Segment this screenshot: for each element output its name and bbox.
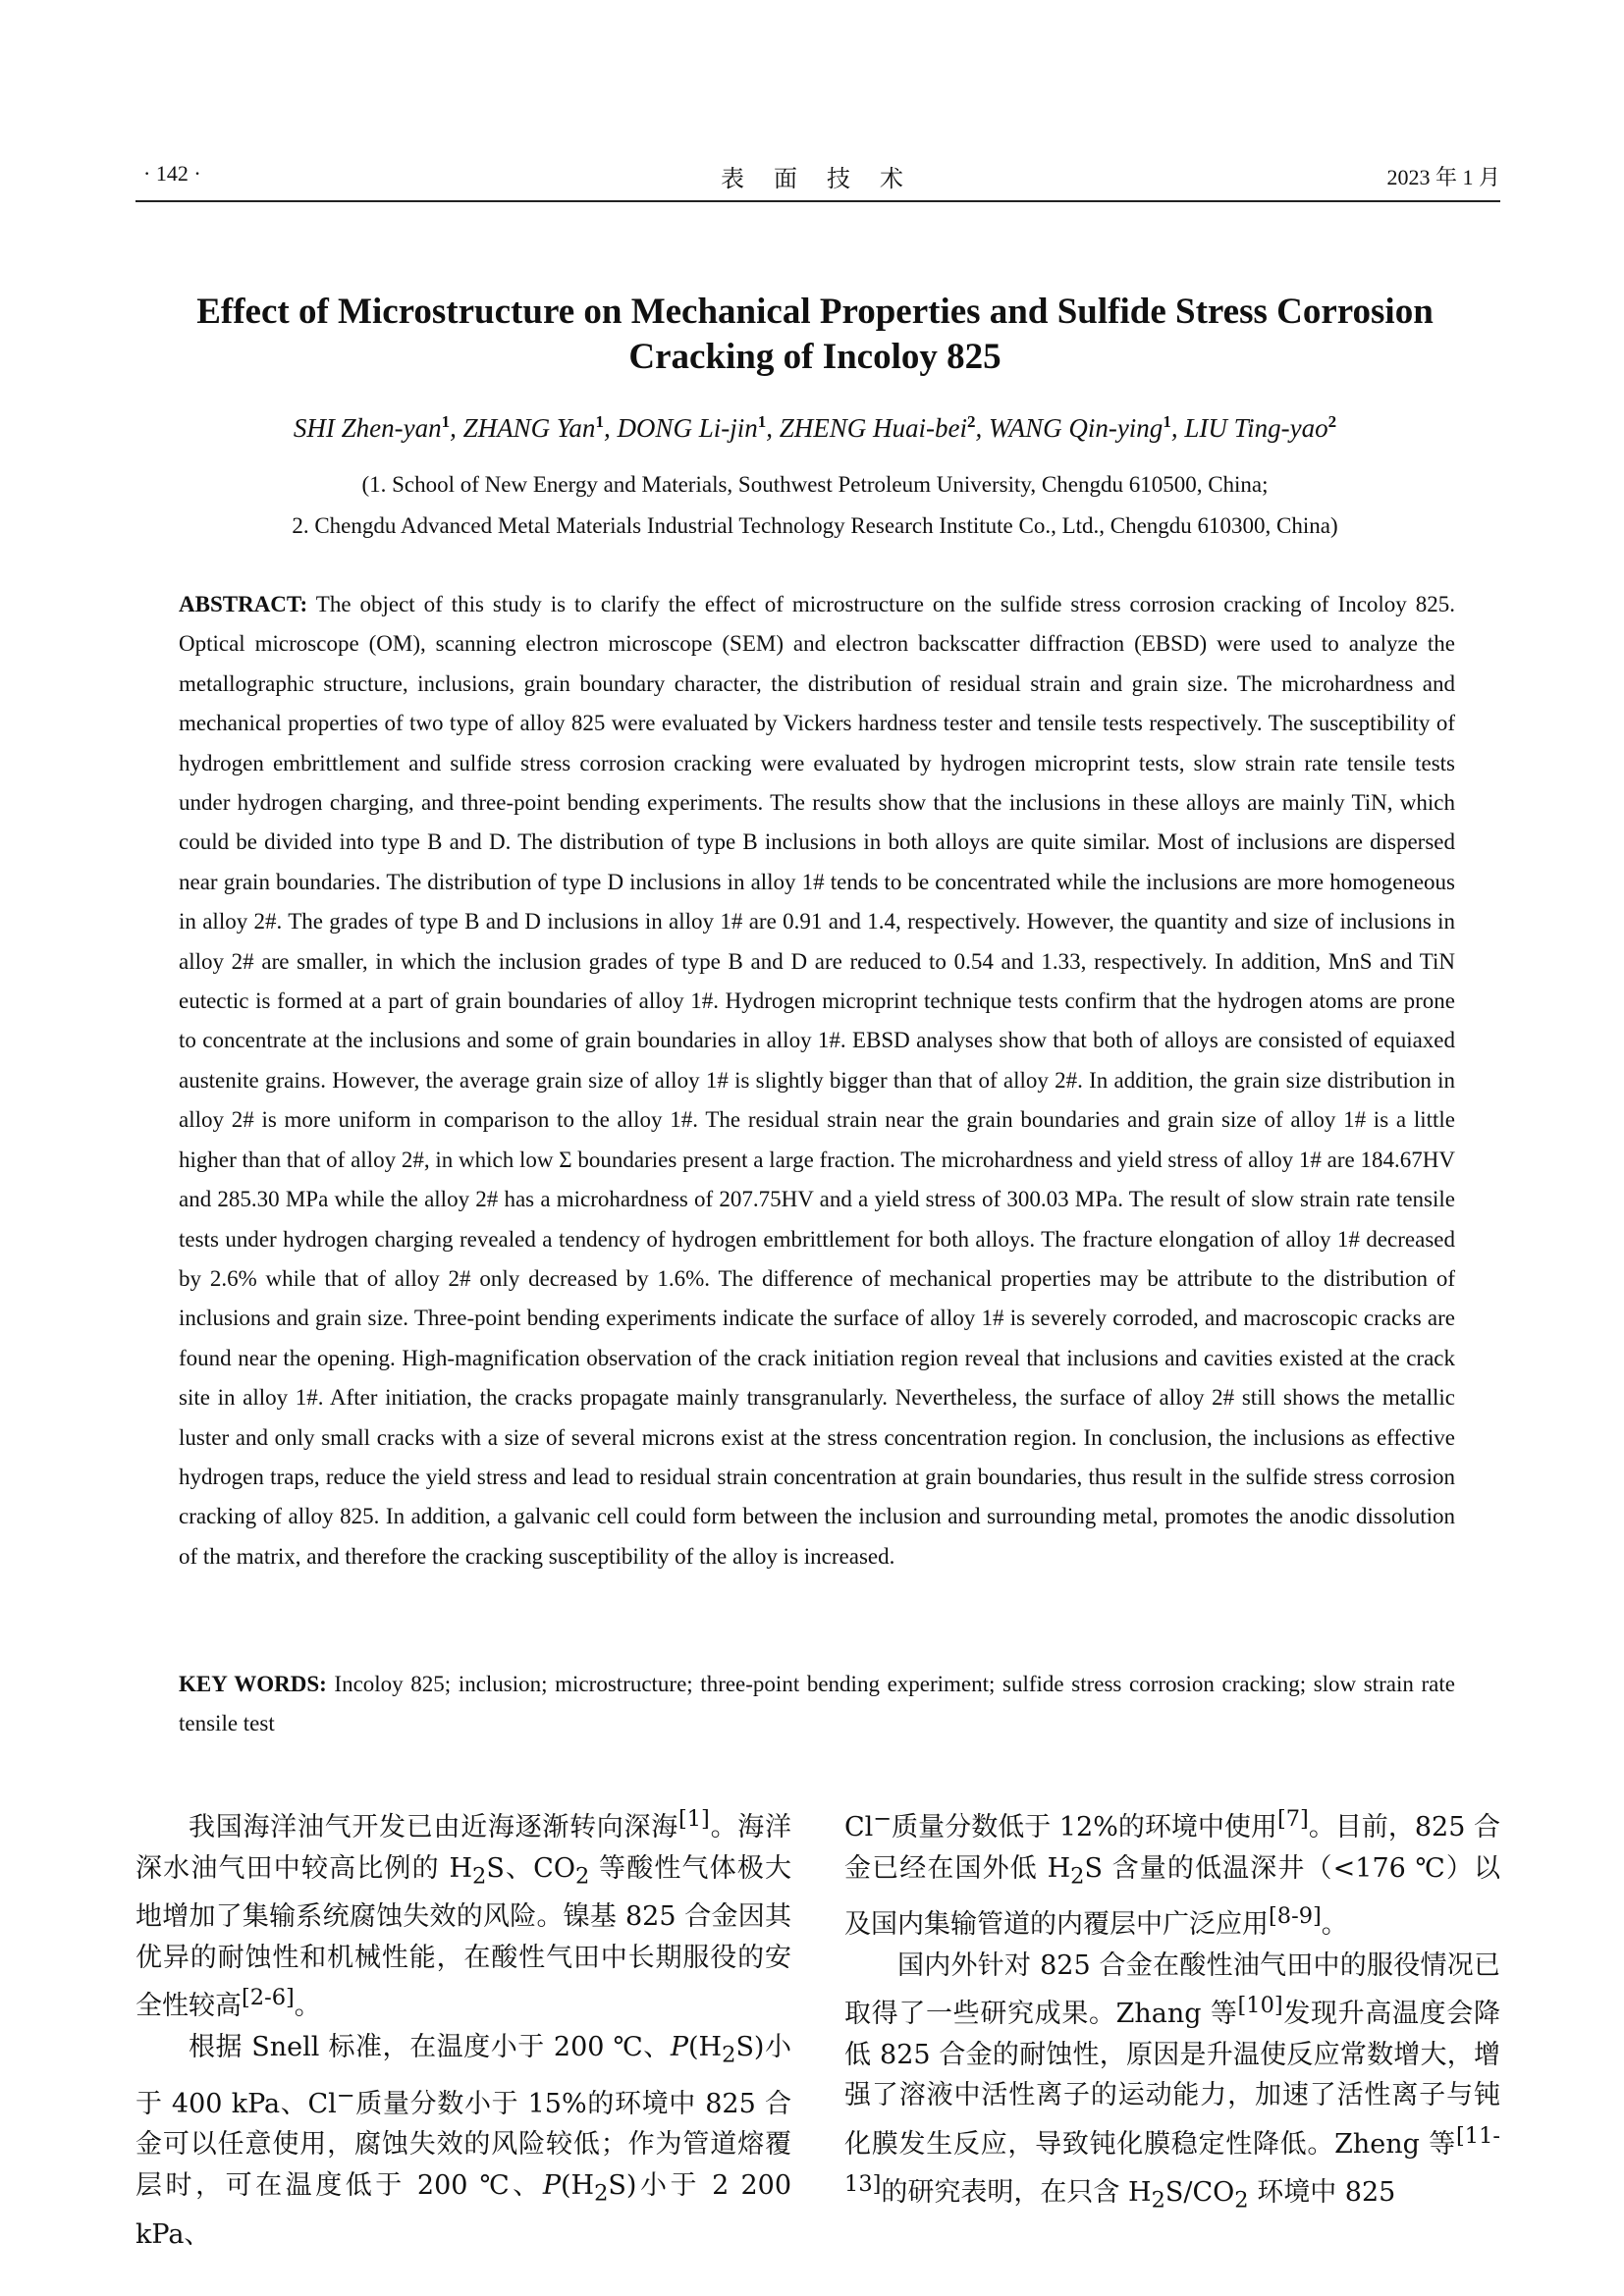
author-affiliation-mark: 1 bbox=[1163, 412, 1171, 431]
text-run: 质量分数小于 15%的环境中 825 合金可以任意使用，腐蚀失效的风险较低；作为管道熔覆层时，可在温度低于 200 ℃、 bbox=[135, 2088, 791, 2201]
author-name: ZHANG Yan bbox=[462, 413, 596, 443]
left-column bbox=[135, 1799, 791, 2255]
subscript: 2 bbox=[722, 2042, 736, 2068]
text-run: S)小于 400 kPa、Cl bbox=[135, 2031, 792, 2119]
header-rule bbox=[135, 200, 1500, 202]
affiliation-line: 2. Chengdu Advanced Metal Materials Industrial Technology Research Institute Co., Ltd., Chengdu 610300, China) bbox=[292, 513, 1338, 538]
author-affiliation-mark: 2 bbox=[1327, 412, 1337, 431]
author-name: DONG Li-jin bbox=[617, 413, 758, 443]
author-name: LIU Ting-yao bbox=[1184, 413, 1328, 443]
affiliation-line: (1. School of New Energy and Materials, Southwest Petroleum University, Chengdu 610500, China; bbox=[361, 472, 1269, 497]
author-name: ZHENG Huai-bei bbox=[779, 413, 967, 443]
subscript: 2 bbox=[594, 2180, 609, 2207]
text-run: 。海洋深水油气田中较高比例的 H bbox=[135, 1812, 792, 1884]
author-affiliation-mark: 2 bbox=[966, 412, 976, 431]
paper-title: Effect of Microstructure on Mechanical Properties and Sulfide Stress Corrosion Cracking of Incoloy 825 bbox=[196, 292, 1434, 377]
text-run: (H bbox=[688, 2031, 723, 2062]
text-run: 。 bbox=[1321, 1909, 1348, 1941]
superscript: − bbox=[336, 2082, 355, 2109]
abstract-text: The object of this study is to clarify the effect of microstructure on the sulfide stress corrosion cracking of Incoloy 825. Optical microscope (OM), scanning electron microscope (SEM) and electron backscatter diffraction (EBSD) were used to analyze the metallographic structure, inclusions, grain boundary character, the distribution of residual strain and grain size. The microhardness and mechanical properties of two type of alloy 825 were evaluated by Vickers hardness tester and tensile tests respectively. The susceptibility of hydrogen embrittlement and sulfide stress corrosion cracking were evaluated by hydrogen microprint tests, slow strain rate tensile tests under hydrogen charging, and three-point bending experiments. The results show that the inclusions in these alloys are mainly TiN, which could be divided into type B and D. The distribution of type B inclusions in both alloys are quite similar. Most of inclusions are dispersed near grain boundaries. The distribution of type D inclusions in alloy 1# tends to be concentrated while the inclusions are more homogeneous in alloy 2#. The grades of type B and D inclusions in alloy 1# are 0.91 and 1.4, respectively. However, the quantity and size of inclusions in alloy 2# are smaller, in which the inclusion grades of type B and D are reduced to 0.54 and 1.33, respectively. In addition, MnS and TiN eutectic is formed at a part of grain boundaries of alloy 1#. Hydrogen microprint technique tests confirm that the hydrogen atoms are prone to concentrate at the inclusions and some of grain boundaries in alloy 1#. EBSD analyses show that both of alloys are consisted of equiaxed austenite grains. However, the average grain size of alloy 1# is slightly bigger than that of alloy 2#. In addition, the grain size distribution in alloy 2# is more uniform in comparison to the alloy 1#. The residual strain near the grain boundaries and grain size of alloy 1# is a little higher than that of alloy 2#, in which low Σ boundaries present a large fraction. The microhardness and yield stress of alloy 1# are 184.67HV and 285.30 MPa while the alloy 2# has a microhardness of 207.75HV and a yield stress of 300.03 MPa. The result of slow strain rate tensile tests under hydrogen charging revealed a tendency of hydrogen embrittlement for both alloys. The fracture elongation of alloy 1# decreased by 2.6% while that of alloy 2# only decreased by 1.6%. The difference of mechanical properties may be attribute to the distribution of inclusions and grain size. Three-point bending experiments indicate the surface of alloy 1# is severely corroded, and macroscopic cracks are found near the opening. High-magnification observation of the crack initiation region reveal that inclusions and cavities existed at the crack site in alloy 1#. After initiation, the cracks propagate mainly transgranularly. Nevertheless, the surface of alloy 2# still shows the metallic luster and only small cracks with a size of several microns exist at the stress concentration region. In conclusion, the inclusions as effective hydrogen traps, reduce the yield stress and lead to residual strain concentration at grain boundaries, thus result in the sulfide stress corrosion cracking of alloy 825. In addition, a galvanic cell could form between the inclusion and surrounding metal, promotes the anodic dissolution of the matrix, and therefore the cracking susceptibility of the alloy is increased. bbox=[179, 592, 1455, 1569]
text-run: S/CO bbox=[1164, 2177, 1235, 2209]
body-text bbox=[135, 1799, 1501, 2250]
subscript: 2 bbox=[1151, 2187, 1165, 2214]
superscript: − bbox=[873, 1806, 893, 1832]
subscript: 2 bbox=[1234, 2187, 1249, 2214]
pressure-symbol: P bbox=[670, 2031, 689, 2062]
citation: [1] bbox=[677, 1806, 710, 1832]
author-affiliation-mark: 1 bbox=[757, 412, 767, 431]
text-run: 环境中 825 bbox=[1248, 2177, 1396, 2209]
text-run: 国内外针对 825 合金在酸性油气田中的服役情况已取得了一些研究成果。Zhang 等 bbox=[844, 1949, 1500, 2030]
pressure-symbol: P bbox=[542, 2169, 561, 2201]
citation: [7] bbox=[1276, 1806, 1309, 1832]
text-run: S)小于 2 200 kPa、 bbox=[135, 2169, 791, 2250]
citation: [8-9] bbox=[1269, 1903, 1322, 1930]
subscript: 2 bbox=[574, 1862, 590, 1889]
body-paragraph bbox=[844, 1799, 1500, 1946]
abstract-label: ABSTRACT: bbox=[179, 592, 308, 616]
subscript: 2 bbox=[472, 1862, 487, 1889]
text-run: S 含量的低温深井（<176 ℃）以及国内集输管道的内覆层中广泛应用 bbox=[844, 1852, 1500, 1941]
citation: [11-13] bbox=[844, 2122, 1500, 2198]
text-run: 根据 Snell 标准，在温度小于 200 ℃、 bbox=[189, 2031, 671, 2062]
page-number: · 142 · bbox=[143, 161, 201, 186]
keywords-label: KEY WORDS: bbox=[179, 1672, 327, 1696]
journal-name: 表 面 技 术 bbox=[721, 167, 915, 192]
text-run: (H bbox=[561, 2169, 595, 2201]
text-run: 。目前，825 合金已经在国外低 H bbox=[844, 1812, 1501, 1884]
text-run: 等酸性气体极大地增加了集输系统腐蚀失效的风险。镍基 825 合金因其优异的耐蚀性和机械性能，在酸性气田中长期服役的安全性较高 bbox=[135, 1852, 791, 2022]
author-affiliation-mark: 1 bbox=[595, 412, 604, 431]
author-affiliation-mark: 1 bbox=[441, 412, 451, 431]
body-paragraph bbox=[135, 1799, 791, 2027]
text-run: Cl bbox=[844, 1812, 874, 1842]
affiliations bbox=[137, 464, 1492, 547]
keywords-text: Incoloy 825; inclusion; microstructure; three-point bending experiment; sulfide stress corrosion cracking; slow strain rate tensile test bbox=[179, 1672, 1455, 1736]
body-paragraph bbox=[844, 1946, 1500, 2221]
author-name: WANG Qin-ying bbox=[988, 413, 1164, 443]
text-run: 发现升高温度会降低 825 合金的耐蚀性，原因是升温使反应常数增大，增强了溶液中活性离子的运动能力，加速了活性离子与钝化膜发生反应，导致钝化膜稳定性降低。Zheng 等 bbox=[844, 1999, 1500, 2160]
citation: [2-6] bbox=[242, 1985, 295, 2011]
abstract bbox=[179, 585, 1455, 1576]
running-head bbox=[135, 155, 1500, 198]
text-run: 质量分数低于 12%的环境中使用 bbox=[892, 1812, 1277, 1842]
text-run: 的研究表明，在只含 H bbox=[881, 2177, 1152, 2209]
keywords bbox=[179, 1665, 1455, 1744]
right-column bbox=[844, 1799, 1500, 2221]
author-name: SHI Zhen-yan bbox=[293, 413, 442, 443]
body-paragraph bbox=[135, 2027, 791, 2255]
subscript: 2 bbox=[1070, 1862, 1085, 1889]
text-run: 。 bbox=[294, 1991, 321, 2022]
author-list: SHI Zhen-yan$^1$, ZHANG Yan$^1$, DONG Li-jin$^1$, ZHENG Huai-bei$^2$, WANG Qin-ying$^1$, LIU Ting-yao$^2$ bbox=[293, 412, 1337, 443]
citation: [10] bbox=[1237, 1993, 1283, 2019]
text-run: 我国海洋油气开发已由近海逐渐转向深海 bbox=[189, 1812, 678, 1842]
text-run: S、CO bbox=[486, 1852, 575, 1884]
issue-date: 2023 年 1 月 bbox=[1386, 165, 1500, 189]
